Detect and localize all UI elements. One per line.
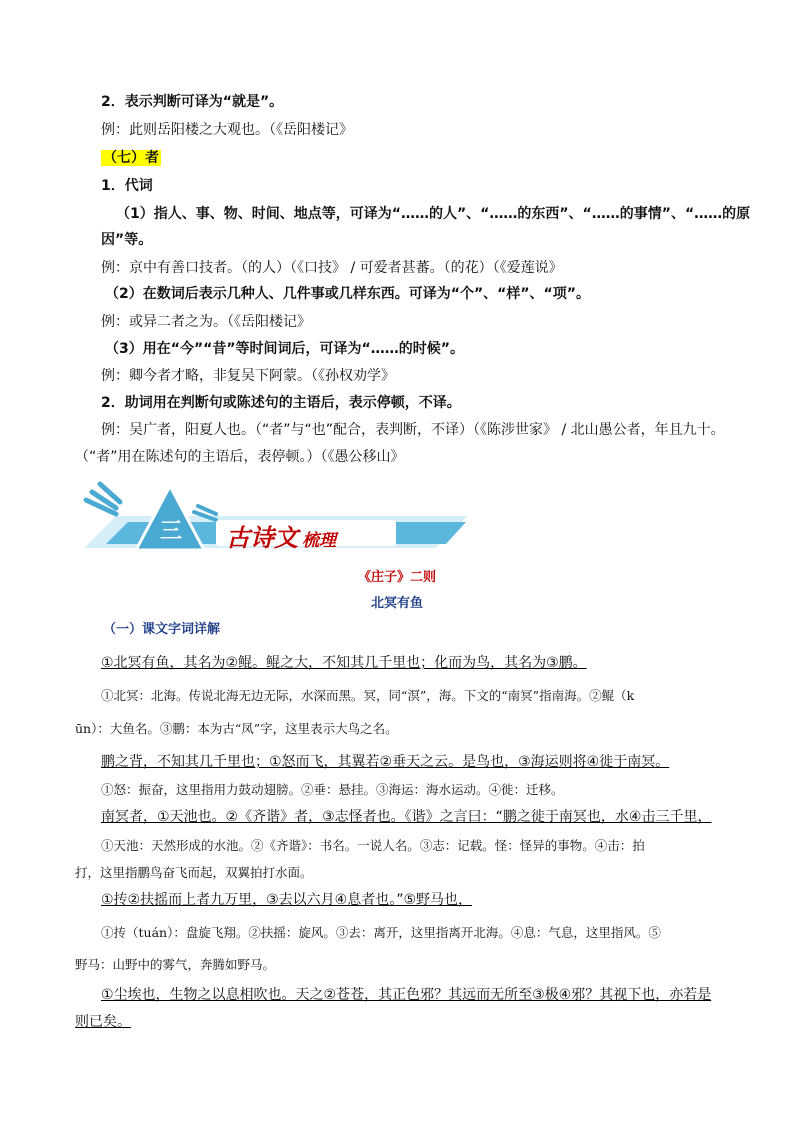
banner-title-main: 古诗文: [226, 523, 298, 552]
pronoun-point-1-cont: 因”等。: [101, 232, 153, 248]
section-heading: （一）课文字词详解: [103, 622, 221, 637]
pronoun-point-3: （3）用在“今”“昔”等时间词后，可译为“……的时候”。: [105, 341, 464, 357]
example-line-cont: （“者”用在陈述句的主语后，表停顿。）（《愚公移山》: [75, 449, 405, 465]
pronoun-heading: 1．代词: [101, 178, 153, 194]
example-line: 例：卿今者才略，非复吴下阿蒙。（《孙权劝学》: [101, 368, 395, 384]
annotation-2: ①怒：振奋，这里指用力鼓动翅膀。②垂：悬挂。③海运：海水运动。④徙：迁移。: [101, 782, 564, 797]
banner-title: [226, 518, 336, 553]
text-subtitle: 北冥有鱼: [370, 596, 423, 611]
classical-text-4: ①抟②扶摇而上者九万里，③去以六月④息者也。”⑤野马也，: [101, 892, 473, 908]
example-line: 例：此则岳阳楼之大观也。（《岳阳楼记》: [101, 122, 353, 138]
annotation-1b: ūn）：大鱼名。③鹏：本为古“凤”字，这里表示大鸟之名。: [75, 721, 398, 736]
classical-text-5: ①尘埃也，生物之以息相吹也。天之②苍苍，其正色邪？其远而无所至③极④邪？其视下也，亦若是: [101, 987, 712, 1003]
classical-text-5-cont: 则已矣。: [75, 1014, 131, 1030]
section-7-heading: [101, 148, 161, 168]
classical-text-1: ①北冥有鱼，其名为②鲲。鲲之大，不知其几千里也；化而为鸟，其名为③鹏。: [101, 655, 587, 671]
classical-text-2: 鹏之背，不知其几千里也；①怒而飞，其翼若②垂天之云。是鸟也，③海运则将④徙于南冥。: [101, 754, 670, 770]
banner-number: 三: [159, 518, 182, 544]
annotation-1a: ①北冥：北海。传说北海无边无际，水深而黑。冥，同“溟”，海。下文的“南冥”指南海。②鲲（k: [101, 688, 635, 703]
annotation-4a: ①抟（tuán）：盘旋飞翔。②扶摇：旋风。③去：离开，这里指离开北海。④息：气息，这里指风。⑤: [101, 925, 661, 940]
particle-heading: 2．助词用在判断句或陈述句的主语后，表示停顿，不译。: [101, 395, 461, 411]
point-2-heading: 2．表示判断可译为“就是”。: [101, 94, 284, 110]
example-line: 例：或异二者之为。（《岳阳楼记》: [101, 314, 311, 330]
classical-text-3: 南冥者，①天池也。②《齐谐》者，③志怪者也。《谐》之言曰：“鹏之徙于南冥也，水④击三千里，: [101, 809, 712, 825]
text-title: 《庄子》二则: [357, 570, 436, 585]
example-line: 例：京中有善口技者。（的人）（《口技》 / 可爱者甚蕃。（的花）（《爱莲说》: [101, 260, 563, 276]
annotation-3a: ①天池：天然形成的水池。②《齐谐》：书名。一说人名。③志：记载。怪：怪异的事物。④击：拍: [101, 838, 645, 853]
section-banner: [76, 478, 468, 558]
annotation-3b: 打，这里指鹏鸟奋飞而起，双翼拍打水面。: [75, 865, 313, 880]
pronoun-point-1: （1）指人、事、物、时间、地点等，可译为“……的人”、“……的东西”、“……的事情”、“……的原: [116, 206, 751, 222]
section-7-label: （七）者: [103, 150, 159, 166]
pronoun-point-2: （2）在数词后表示几种人、几件事或几样东西。可译为“个”、“样”、“项”。: [105, 286, 590, 302]
banner-stripes-left: [86, 484, 120, 514]
annotation-4b: 野马：山野中的雾气，奔腾如野马。: [75, 957, 276, 972]
example-line: 例：吴广者，阳夏人也。（“者”与“也”配合，表判断，不译）（《陈涉世家》 / 北山愚公者，年且九十。: [101, 422, 725, 438]
banner-title-small: 梳理: [302, 531, 336, 551]
